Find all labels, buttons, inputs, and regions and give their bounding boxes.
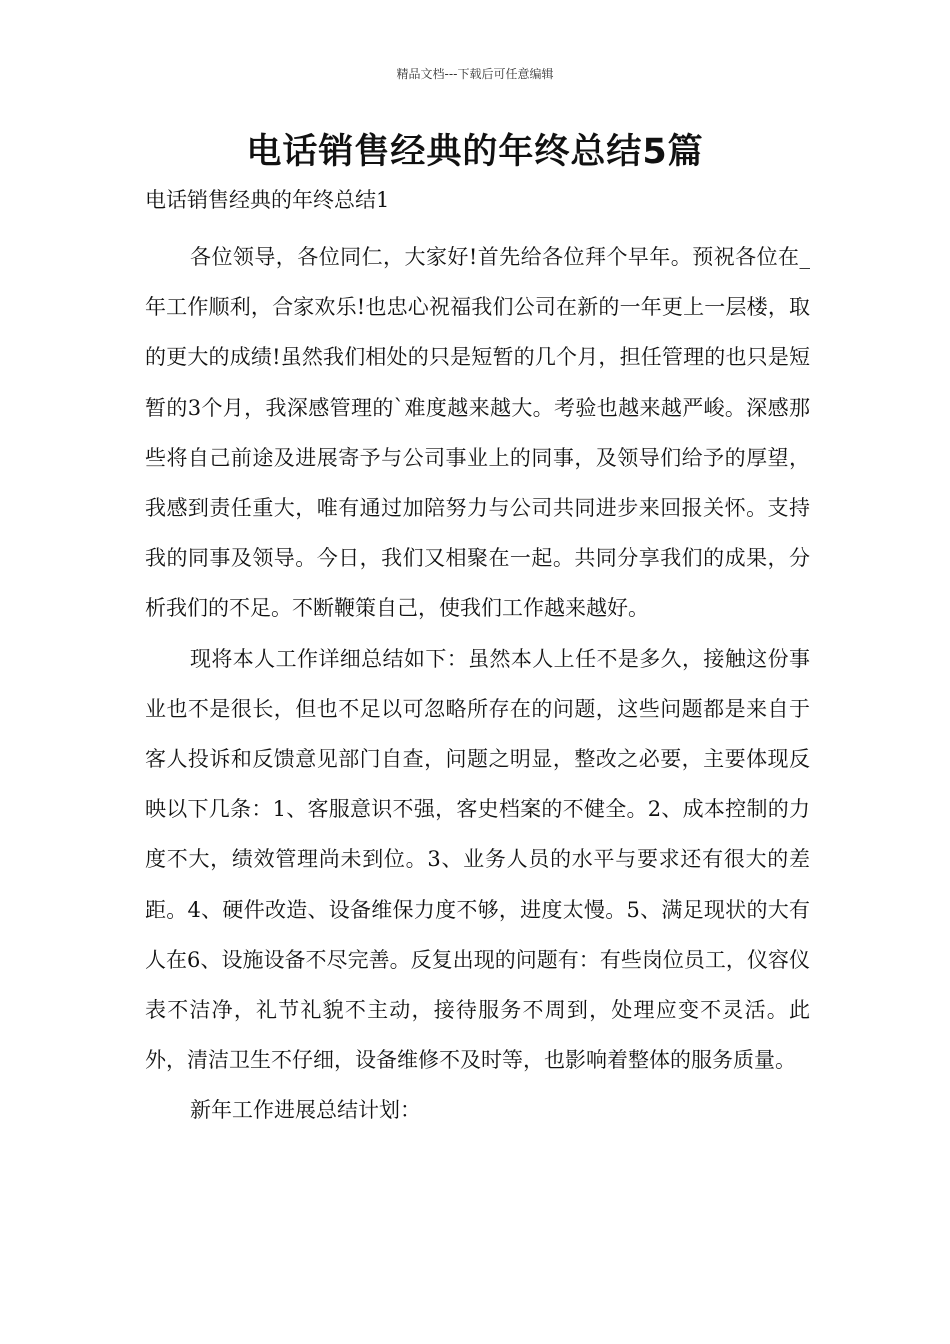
document-title: 电话销售经典的年终总结5篇 [246, 132, 704, 172]
paragraph-new-year-plan: 新年工作进展总结计划： [190, 1098, 421, 1123]
document-body [145, 232, 810, 1136]
document-header-note: 精品文档---下载后可任意编辑 [396, 67, 554, 81]
paragraph-work-summary: 现将本人工作详细总结如下：虽然本人上任不是多久，接触这份事业也不是很长，但也不足以可忽略所存在的问题，这些问题都是来自于客人投诉和反馈意见部门自查，问题之明显，整改之必要，主要体现反映以下几条：1、客服意识不强，客史档案的不健全。2、成本控制的力度不大，绩效管理尚未到位。3、业务人员的水平与要求还有很大的差距。4、硬件改造、设备维保力度不够，进度太慢。5、满足现状的大有人在6、设施设备不尽完善。反复出现的问题有：有些岗位员工，仪容仪表不洁净，礼节礼貌不主动，接待服务不周到，处理应变不灵活。此外，清洁卫生不仔细，设备维修不及时等，也影响着整体的服务质量。 [145, 646, 810, 1073]
section-heading: 电话销售经典的年终总结1 [145, 188, 390, 212]
paragraph-greeting: 各位领导，各位同仁，大家好!首先给各位拜个早年。预祝各位在_年工作顺利，合家欢乐!也忠心祝福我们公司在新的一年更上一层楼，取的更大的成绩!虽然我们相处的只是短暂的几个月，担任管理的也只是短暂的3个月，我深感管理的`难度越来越大。考验也越来越严峻。深感那些将自己前途及进展寄予与公司事业上的同事，及领导们给予的厚望，我感到责任重大，唯有通过加陪努力与公司共同进步来回报关怀。支持我的同事及领导。今日，我们又相聚在一起。共同分享我们的成果，分析我们的不足。不断鞭策自己，使我们工作越来越好。 [145, 245, 810, 621]
